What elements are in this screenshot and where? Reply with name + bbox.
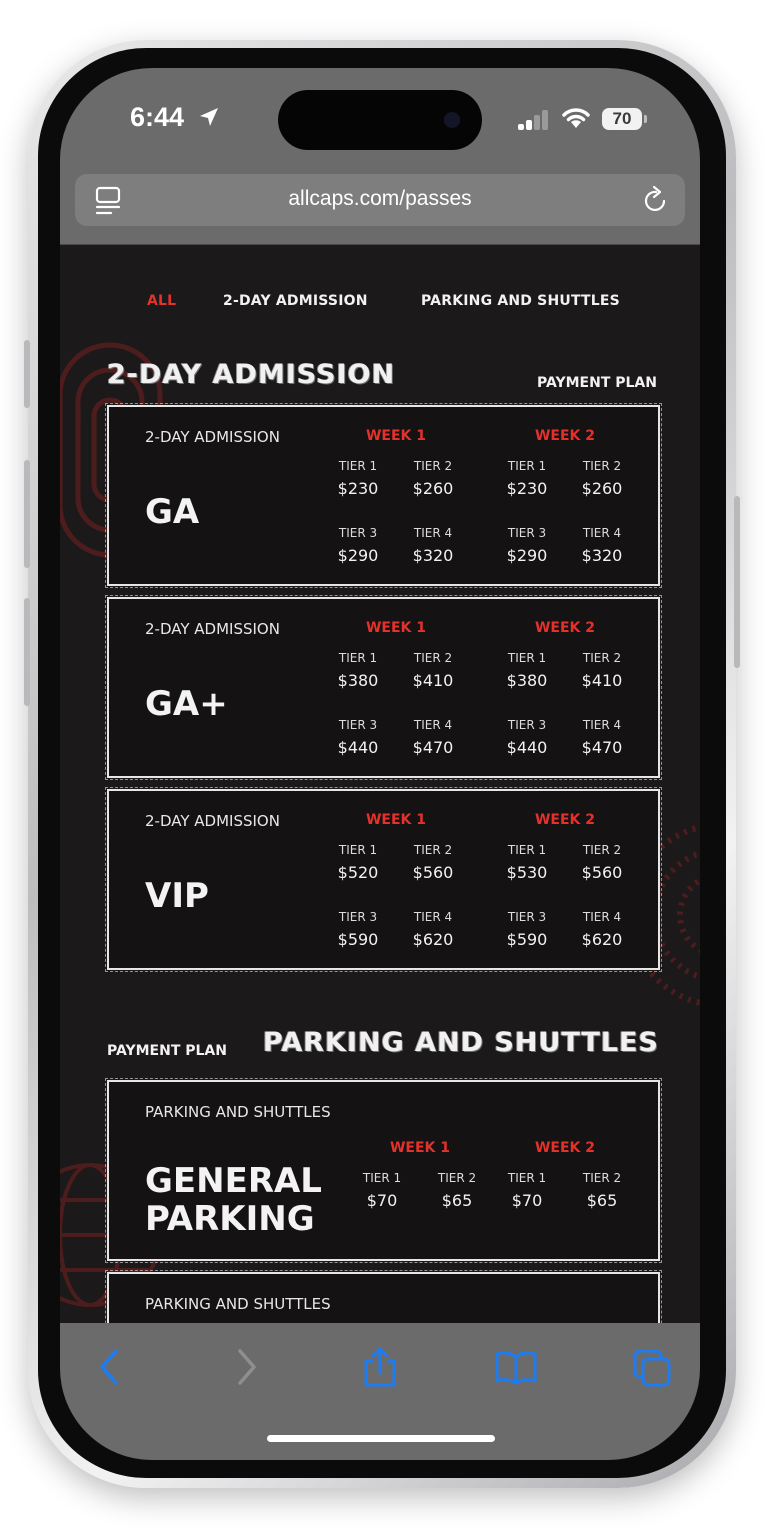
price-value: $320 (412, 546, 454, 565)
pass-card-partial[interactable] (107, 1272, 660, 1323)
price-cell (323, 459, 393, 498)
cellular-signal-icon (518, 110, 550, 130)
reload-icon[interactable] (642, 185, 670, 215)
price-cell (492, 718, 562, 757)
price-cell (323, 651, 393, 690)
card-category: 2-DAY ADMISSION (145, 812, 280, 830)
pass-card-vip[interactable] (107, 789, 660, 970)
week-1-label: WEEK 1 (389, 1140, 451, 1156)
pass-card-ga[interactable] (107, 405, 660, 586)
card-pass-name: GA (145, 492, 200, 532)
card-category: PARKING AND SHUTTLES (145, 1103, 331, 1121)
price-cell (398, 459, 468, 498)
tier-label: TIER 2 (582, 1171, 622, 1185)
week-1-label: WEEK 1 (365, 812, 427, 828)
price-cell (347, 1171, 417, 1210)
price-cell (567, 910, 637, 949)
price-cell (567, 526, 637, 565)
price-cell (323, 718, 393, 757)
pass-card-ga-plus[interactable] (107, 597, 660, 778)
price-cell (567, 459, 637, 498)
card-pass-name-line-1: GENERAL (145, 1161, 322, 1201)
tier-label: TIER 3 (338, 910, 378, 924)
price-cell (492, 651, 562, 690)
price-value: $440 (337, 738, 379, 757)
price-value: $440 (506, 738, 548, 757)
status-bar (60, 68, 700, 168)
chevron-left-icon[interactable] (94, 1345, 124, 1389)
price-value: $290 (506, 546, 548, 565)
week-2-label: WEEK 2 (534, 1140, 596, 1156)
price-value: $620 (581, 930, 623, 949)
tier-label: TIER 2 (582, 843, 622, 857)
price-value: $65 (586, 1191, 618, 1210)
parking-section-title: PARKING AND SHUTTLES (263, 1027, 659, 1058)
volume-up-button (24, 460, 30, 568)
price-value: $230 (506, 479, 548, 498)
tier-label: TIER 3 (338, 718, 378, 732)
card-category: 2-DAY ADMISSION (145, 428, 280, 446)
price-cell (567, 1171, 637, 1210)
price-value: $590 (337, 930, 379, 949)
admission-payment-plan-link[interactable]: PAYMENT PLAN (537, 375, 657, 391)
nav-parking-and-shuttles[interactable]: PARKING AND SHUTTLES (421, 293, 620, 309)
nav-all[interactable]: ALL (147, 293, 177, 309)
price-cell (323, 526, 393, 565)
price-value: $260 (412, 479, 454, 498)
category-nav (60, 293, 700, 315)
parking-payment-plan-link[interactable]: PAYMENT PLAN (107, 1043, 227, 1059)
price-cell (422, 1171, 492, 1210)
price-cell (492, 1171, 562, 1210)
battery-nub (644, 115, 647, 123)
price-cell (492, 526, 562, 565)
price-value: $70 (511, 1191, 543, 1210)
status-time: 6:44 (130, 102, 185, 132)
tier-label: TIER 4 (413, 718, 453, 732)
tier-label: TIER 4 (582, 526, 622, 540)
price-value: $410 (581, 671, 623, 690)
tier-label: TIER 2 (413, 651, 453, 665)
price-cell (323, 910, 393, 949)
tier-label: TIER 1 (507, 843, 547, 857)
tier-label: TIER 4 (413, 910, 453, 924)
chevron-right-icon[interactable] (232, 1345, 262, 1389)
book-icon[interactable] (494, 1345, 538, 1389)
browser-toolbar (60, 1323, 700, 1460)
tier-label: TIER 1 (338, 651, 378, 665)
price-value: $410 (412, 671, 454, 690)
nav-2-day-admission[interactable]: 2-DAY ADMISSION (223, 293, 368, 309)
price-value: $560 (581, 863, 623, 882)
front-camera (444, 112, 460, 128)
phone-screen (60, 68, 700, 1460)
price-cell (567, 718, 637, 757)
week-1-label: WEEK 1 (365, 428, 427, 444)
price-value: $290 (337, 546, 379, 565)
price-cell (567, 651, 637, 690)
price-value: $320 (581, 546, 623, 565)
browser-address-area (60, 168, 700, 245)
tier-label: TIER 3 (507, 526, 547, 540)
price-value: $380 (506, 671, 548, 690)
web-page (60, 245, 700, 1323)
power-button (734, 496, 740, 668)
address-bar[interactable] (75, 174, 685, 226)
price-cell (398, 718, 468, 757)
battery-icon: 70 (602, 108, 642, 130)
price-value: $65 (441, 1191, 473, 1210)
price-cell (492, 910, 562, 949)
tier-label: TIER 1 (362, 1171, 402, 1185)
week-2-label: WEEK 2 (534, 812, 596, 828)
week-2-label: WEEK 2 (534, 620, 596, 636)
tier-label: TIER 2 (413, 843, 453, 857)
home-indicator[interactable] (267, 1435, 495, 1442)
tier-label: TIER 2 (582, 651, 622, 665)
tier-label: TIER 1 (507, 651, 547, 665)
price-value: $380 (337, 671, 379, 690)
card-pass-name (145, 1162, 322, 1238)
price-value: $470 (581, 738, 623, 757)
admission-section-title: 2-DAY ADMISSION (107, 359, 396, 390)
tier-label: TIER 1 (507, 459, 547, 473)
tier-label: TIER 2 (582, 459, 622, 473)
price-value: $230 (337, 479, 379, 498)
card-pass-name-line-2: PARKING (145, 1199, 315, 1239)
card-category: 2-DAY ADMISSION (145, 620, 280, 638)
price-value: $520 (337, 863, 379, 882)
card-category: PARKING AND SHUTTLES (145, 1295, 331, 1313)
tier-label: TIER 3 (507, 910, 547, 924)
volume-down-button (24, 598, 30, 706)
tabs-icon[interactable] (632, 1345, 672, 1389)
tier-label: TIER 1 (338, 459, 378, 473)
wifi-icon (560, 106, 592, 130)
action-button (24, 340, 30, 408)
price-value: $260 (581, 479, 623, 498)
price-cell (492, 843, 562, 882)
card-pass-name: GA+ (145, 684, 228, 724)
price-value: $530 (506, 863, 548, 882)
price-value: $620 (412, 930, 454, 949)
week-1-label: WEEK 1 (365, 620, 427, 636)
tier-label: TIER 4 (582, 718, 622, 732)
price-cell (398, 651, 468, 690)
week-2-label: WEEK 2 (534, 428, 596, 444)
price-cell (492, 459, 562, 498)
tier-label: TIER 4 (582, 910, 622, 924)
price-value: $70 (366, 1191, 398, 1210)
tier-label: TIER 3 (507, 718, 547, 732)
price-cell (323, 843, 393, 882)
share-icon[interactable] (362, 1345, 398, 1389)
tier-label: TIER 2 (437, 1171, 477, 1185)
price-cell (398, 843, 468, 882)
pass-card-general-parking[interactable] (107, 1080, 660, 1261)
price-value: $470 (412, 738, 454, 757)
tier-label: TIER 2 (413, 459, 453, 473)
price-cell (398, 526, 468, 565)
tier-label: TIER 3 (338, 526, 378, 540)
card-pass-name: VIP (145, 876, 209, 916)
location-arrow-icon (198, 106, 220, 128)
tier-label: TIER 4 (413, 526, 453, 540)
price-value: $560 (412, 863, 454, 882)
price-value: $590 (506, 930, 548, 949)
price-cell (567, 843, 637, 882)
tier-label: TIER 1 (338, 843, 378, 857)
tier-label: TIER 1 (507, 1171, 547, 1185)
url-text[interactable]: allcaps.com/passes (288, 187, 472, 210)
price-cell (398, 910, 468, 949)
